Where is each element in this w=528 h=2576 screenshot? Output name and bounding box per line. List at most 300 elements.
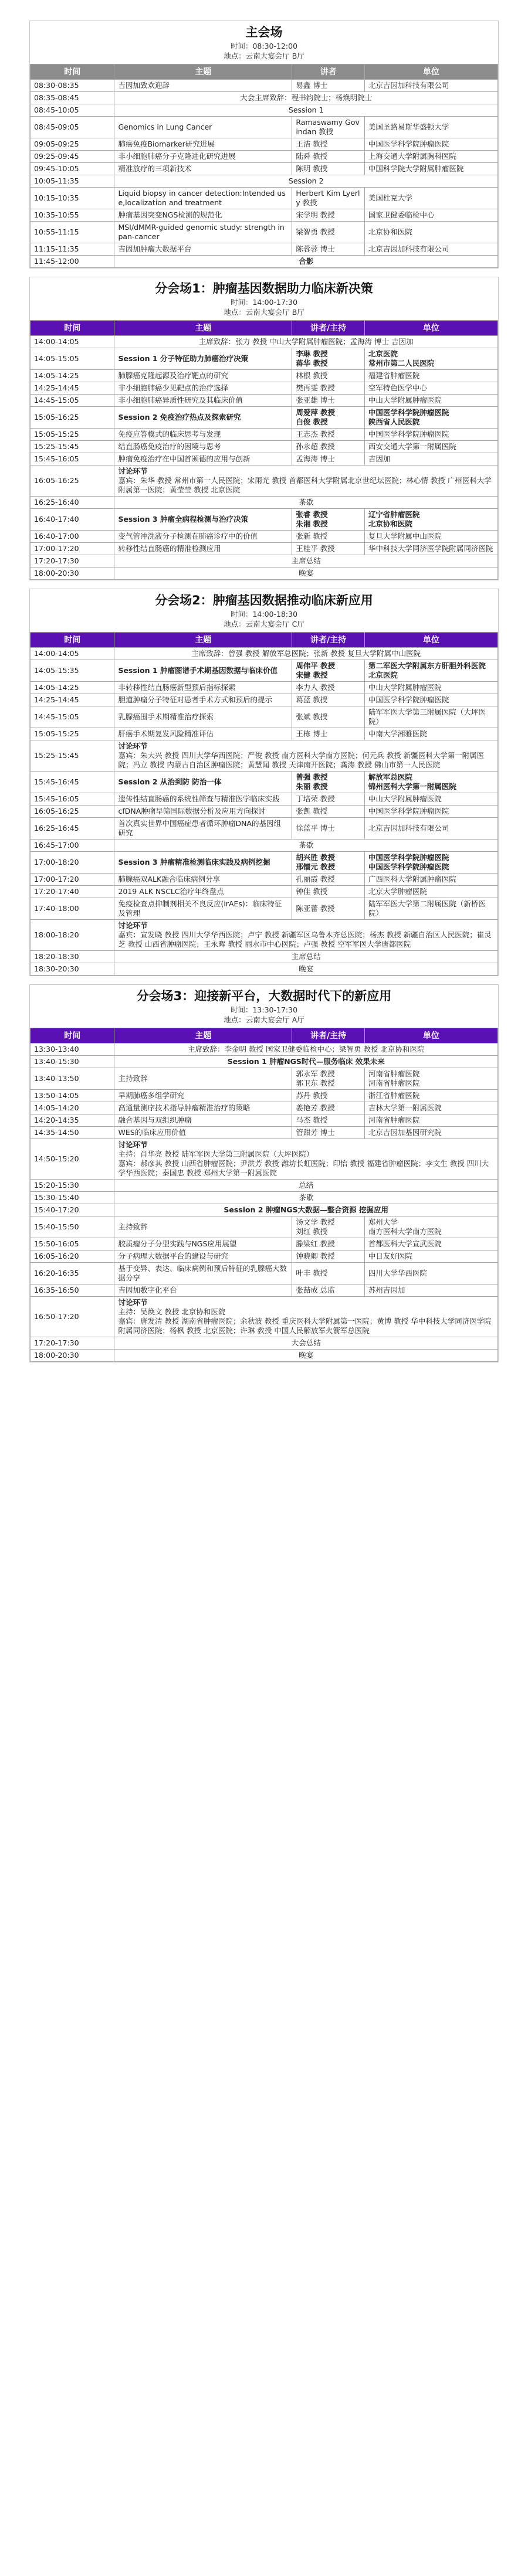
row-unit: 四川大学华西医院: [364, 1263, 497, 1284]
row-speaker: 张斌 教授: [292, 706, 365, 728]
agenda-row: [31, 772, 498, 793]
row-span-text: Session 2: [114, 175, 498, 188]
row-speaker: 叶丰 教授: [292, 1263, 365, 1284]
row-time: 14:05-14:20: [31, 1102, 114, 1114]
discussion-label: 讨论环节: [118, 742, 148, 750]
column-header: 讲者: [292, 64, 365, 80]
row-topic: 胶质瘤分子分型实践与NGS应用展望: [114, 1238, 292, 1250]
discussion-cell: [114, 740, 498, 772]
row-topic: 首次真实世界中国癌症患者循环肿瘤DNA的基因组研究: [114, 818, 292, 840]
row-unit: 吉因加: [364, 453, 497, 465]
row-time: 14:50-15:20: [31, 1139, 114, 1180]
agenda-table: [30, 1028, 498, 1362]
row-time: 13:40-13:50: [31, 1068, 114, 1090]
row-topic: 融合基因与双组织肿瘤: [114, 1114, 292, 1127]
agenda-row: [31, 509, 498, 531]
row-time: 14:35-14:50: [31, 1127, 114, 1139]
row-speaker: 王桂平 教授: [292, 543, 365, 555]
row-span-text: 大会主席致辞：程书钧院士；杨焕明院士: [114, 92, 498, 104]
row-speaker: 张喆成 总监: [292, 1284, 365, 1297]
row-speaker: 汤文学 教授 刘红 教授: [292, 1216, 365, 1238]
row-time: 17:20-17:40: [31, 886, 114, 898]
row-topic: MSI/dMMR-guided genomic study: strength in pan-cancer: [114, 222, 292, 243]
row-time: 13:30-13:40: [31, 1044, 114, 1056]
row-topic: 结直肠癌免疫治疗的困境与思考: [114, 441, 292, 453]
discussion-label: 讨论环节: [118, 921, 148, 930]
discussion-row: [31, 1139, 498, 1180]
agenda-row: [31, 1090, 498, 1102]
row-time: 16:05-16:20: [31, 1250, 114, 1263]
agenda-row: [31, 1216, 498, 1238]
row-time: 17:00-18:20: [31, 852, 114, 874]
row-speaker: 丁培荣 教授: [292, 793, 365, 806]
row-time: 14:00-14:05: [31, 648, 114, 660]
row-topic: Session 3 肿瘤精准检测临床实践及病例挖掘: [114, 852, 292, 874]
row-topic: WES的临床应用价值: [114, 1127, 292, 1139]
row-time: 15:40-15:50: [31, 1216, 114, 1238]
row-time: 09:05-09:25: [31, 138, 114, 151]
agenda-row: [31, 1284, 498, 1297]
agenda-row: [31, 1263, 498, 1284]
row-topic: 高通量测序技术指导肿瘤精准治疗的策略: [114, 1102, 292, 1114]
row-unit: 中国医学科学院肿瘤医院: [364, 429, 497, 441]
row-span-text: 总结: [114, 1180, 498, 1192]
agenda-row: [31, 793, 498, 806]
row-unit: 北京吉因加基因研究院: [364, 1127, 497, 1139]
row-unit: 中国科学院大学附属肿瘤医院: [364, 163, 497, 175]
row-topic: 肿瘤免疫治疗在中国首颁德的应用与创新: [114, 453, 292, 465]
row-time: 15:45-16:45: [31, 772, 114, 793]
column-header: 单位: [364, 64, 497, 80]
row-time: 16:40-17:00: [31, 531, 114, 543]
agenda-break-row: [31, 1204, 498, 1216]
agenda-break-row: [31, 1192, 498, 1204]
row-unit: 吉林大学第一附属医院: [364, 1102, 497, 1114]
agenda-row: [31, 382, 498, 395]
row-topic: 转移性结直肠癌的精准检测应用: [114, 543, 292, 555]
row-time: 11:15-11:35: [31, 243, 114, 256]
agenda-break-row: [31, 104, 498, 117]
row-speaker: 胡兴胜 教授 邢镨元 教授: [292, 852, 365, 874]
session-block: [29, 589, 499, 976]
row-topic: 吉因加肿瘤大数据平台: [114, 243, 292, 256]
row-unit: 河南省肿瘤医院 河南省肿瘤医院: [364, 1068, 497, 1090]
discussion-guests: 嘉宾：宣发晓 教授 四川大学华西医院；卢宁 教授 新疆军区乌鲁木齐总医院；杨杰 教授 新疆自治区人民医院；崔灵芝 教授 山西省肿瘤医院；王永晖 教授 丽水市中心医院；卢强 教授 空军军医大学唐都医院: [118, 930, 492, 949]
row-span-text: 晚宴: [114, 567, 498, 580]
agenda-break-row: [31, 963, 498, 976]
row-time: 14:05-15:05: [31, 348, 114, 370]
session-block: [29, 984, 499, 1362]
row-speaker: Ramaswamy Govindan 教授: [292, 117, 365, 138]
agenda-break-row: [31, 175, 498, 188]
agenda-row: [31, 348, 498, 370]
agenda-row: [31, 117, 498, 138]
row-unit: 北京大学肿瘤医院: [364, 886, 497, 898]
agenda-row: [31, 1102, 498, 1114]
column-header: 主题: [114, 633, 292, 648]
session-block: [29, 277, 499, 580]
agenda-row: [31, 898, 498, 920]
agenda-row: [31, 1114, 498, 1127]
discussion-row: [31, 465, 498, 497]
discussion-guests: 嘉宾：朱华 教授 常州市第一人民医院；宋雨光 教授 首都医科大学附属北京世纪坛医院；林心情 教授 广州医科大学附属第一医院；黄莹莹 教授 北京医院: [118, 476, 492, 494]
discussion-guests: 主持：肖华亮 教授 陆军军医大学第三附属医院（大坪医院） 嘉宾：郝彦其 教授 山西省肿瘤医院；尹洪芳 教授 潍坊长虹医院；印怡 教授 福建省肿瘤医院；李文生 教授 四川大学华西医院；秦国忠 教授 郑州大学第一附属医院: [118, 1150, 489, 1177]
agenda-row: [31, 543, 498, 555]
column-header: 时间: [31, 1028, 114, 1044]
agenda-break-row: [31, 1180, 498, 1192]
agenda-break-row: [31, 567, 498, 580]
row-speaker: 钟晓卿 教授: [292, 1250, 365, 1263]
row-topic: 早期肺癌多组学研究: [114, 1090, 292, 1102]
row-time: 11:45-12:00: [31, 256, 114, 268]
column-header: 讲者/主持: [292, 1028, 365, 1044]
row-span-text: 茶歇: [114, 1192, 498, 1204]
row-topic: 吉因加数字化平台: [114, 1284, 292, 1297]
row-time: 13:50-14:05: [31, 1090, 114, 1102]
row-topic: 非转移性结直肠癌新型预后指标探索: [114, 682, 292, 694]
row-unit: 浙江省肿瘤医院: [364, 1090, 497, 1102]
row-unit: 辽宁省肿瘤医院 北京协和医院: [364, 509, 497, 531]
row-unit: 中山大学附属肿瘤医院: [364, 682, 497, 694]
row-time: 14:25-14:45: [31, 694, 114, 706]
agenda-break-row: [31, 951, 498, 963]
agenda-row: [31, 1238, 498, 1250]
row-speaker: 王栋 博士: [292, 728, 365, 740]
row-span-text: 主席致辞：张力 教授 中山大学附属肿瘤医院；孟海涛 博士 吉因加: [114, 336, 498, 348]
row-unit: 中南大学湘雅医院: [364, 728, 497, 740]
row-speaker: 郭永军 教授 郭卫东 教授: [292, 1068, 365, 1090]
table-header-row: [31, 633, 498, 648]
agenda-row: [31, 370, 498, 382]
column-header: 讲者/主持: [292, 633, 365, 648]
discussion-label: 讨论环节: [118, 467, 148, 475]
agenda-row: [31, 682, 498, 694]
agenda-break-row: [31, 840, 498, 852]
row-speaker: 滕梁红 教授: [292, 1238, 365, 1250]
agenda-row: [31, 874, 498, 886]
row-span-text: 主席总结: [114, 555, 498, 567]
row-time: 14:45-15:05: [31, 706, 114, 728]
agenda-row: [31, 80, 498, 92]
row-unit: 中国医学科学院肿瘤医院 中国医学科学院肿瘤医院: [364, 852, 497, 874]
row-topic: 基于变异、表达、临床病例和预后特征的乳腺癌大数据分享: [114, 1263, 292, 1284]
agenda-row: [31, 806, 498, 818]
row-time: 18:00-18:20: [31, 920, 114, 951]
row-unit: 苏州吉因加: [364, 1284, 497, 1297]
row-unit: 美国圣路易斯华盛顿大学: [364, 117, 497, 138]
row-topic: Liquid biopsy in cancer detection:Intended use,localization and treatment: [114, 188, 292, 209]
agenda-row: [31, 886, 498, 898]
row-time: 15:50-16:05: [31, 1238, 114, 1250]
table-header-row: [31, 1028, 498, 1044]
agenda-row: [31, 441, 498, 453]
row-speaker: 姜艳芳 教授: [292, 1102, 365, 1114]
row-span-text: Session 1 肿瘤NGS时代—服务临床 效果未来: [114, 1056, 498, 1068]
row-speaker: 曾强 教授 朱丽 教授: [292, 772, 365, 793]
row-topic: 乳腺癌围手术期精准治疗探索: [114, 706, 292, 728]
session-header: [30, 21, 498, 64]
row-time: 18:00-20:30: [31, 567, 114, 580]
agenda-row: [31, 852, 498, 874]
row-topic: Session 3 肿瘤全病程检测与治疗决策: [114, 509, 292, 531]
agenda-break-row: [31, 555, 498, 567]
agenda-row: [31, 429, 498, 441]
row-time: 08:35-08:45: [31, 92, 114, 104]
column-header: 主题: [114, 1028, 292, 1044]
row-unit: 中日友好医院: [364, 1250, 497, 1263]
row-time: 16:25-16:45: [31, 818, 114, 840]
row-unit: 陆军军医大学第二附属医院（新桥医院）: [364, 898, 497, 920]
table-header-row: [31, 321, 498, 336]
row-span-text: Session 2 肿瘤NGS大数据—整合资源 挖掘应用: [114, 1204, 498, 1216]
row-topic: cfDNA肿瘤早筛国际数据分析及应用方向探讨: [114, 806, 292, 818]
table-header-row: [31, 64, 498, 80]
row-speaker: 梁智勇 教授: [292, 222, 365, 243]
row-topic: 变气管冲洗液分子检测在肺癌诊疗中的价值: [114, 531, 292, 543]
row-topic: 主持致辞: [114, 1216, 292, 1238]
column-header: 时间: [31, 64, 114, 80]
agenda-break-row: [31, 1044, 498, 1056]
agenda-row: [31, 138, 498, 151]
row-unit: 广西医科大学附属肿瘤医院: [364, 874, 497, 886]
row-time: 15:25-15:45: [31, 441, 114, 453]
discussion-guests: 主持：吴焕文 教授 北京协和医院 嘉宾：唐发清 教授 湖南省肿瘤医院；余秋波 教授 重庆医科大学附属第一医院；黄博 教授 华中科技大学同济医学院附属同济医院；杨枫 教授 北京医院；许琳 教授 中国人民解放军火箭军总医院: [118, 1307, 492, 1335]
row-span-text: 晚宴: [114, 1350, 498, 1362]
session-time: 时间：08:30-12:00: [230, 42, 298, 50]
row-topic: 肺腺癌双ALK融合临床病例分享: [114, 874, 292, 886]
agenda-row: [31, 209, 498, 222]
row-speaker: 王志杰 教授: [292, 429, 365, 441]
row-topic: Session 1 肿瘤图谱手术期基因数据与临床价值: [114, 660, 292, 682]
row-speaker: 易鑫 博士: [292, 80, 365, 92]
session-location: 地点：云南大宴会厅 C厅: [224, 620, 304, 628]
row-speaker: 孔丽霞 教授: [292, 874, 365, 886]
row-time: 15:05-15:25: [31, 429, 114, 441]
session-header: [30, 589, 498, 632]
agenda-row: [31, 818, 498, 840]
row-unit: 复旦大学附属中山医院: [364, 531, 497, 543]
row-unit: 郑州大学 南方医科大学南方医院: [364, 1216, 497, 1238]
row-speaker: 陆舜 教授: [292, 151, 365, 163]
row-topic: 胆道肿瘤分子特征对患者手术方式和预后的提示: [114, 694, 292, 706]
agenda-row: [31, 453, 498, 465]
agenda-row: [31, 163, 498, 175]
row-topic: 非小细胞肺癌异质性研究及其临床价值: [114, 395, 292, 407]
row-speaker: 孙永超 教授: [292, 441, 365, 453]
row-span-text: 晚宴: [114, 963, 498, 976]
row-unit: 北京医院 常州市第二人民医院: [364, 348, 497, 370]
row-speaker: 樊再雯 教授: [292, 382, 365, 395]
row-topic: Session 2 免疫治疗热点及探索研究: [114, 407, 292, 429]
row-time: 14:25-14:45: [31, 382, 114, 395]
row-speaker: 王洁 教授: [292, 138, 365, 151]
row-speaker: 宋学明 教授: [292, 209, 365, 222]
agenda-row: [31, 728, 498, 740]
column-header: 讲者/主持: [292, 321, 365, 336]
row-unit: 中国医学科学院肿瘤医院 陕西省人民医院: [364, 407, 497, 429]
row-unit: 美国杜克大学: [364, 188, 497, 209]
row-unit: 空军特色医学中心: [364, 382, 497, 395]
agenda-row: [31, 1127, 498, 1139]
row-time: 16:35-16:50: [31, 1284, 114, 1297]
session-location: 地点：云南大宴会厅 A厅: [224, 1015, 304, 1024]
session-time: 时间：14:00-18:30: [230, 610, 298, 618]
row-topic: 分子病理大数据平台的建设与研究: [114, 1250, 292, 1263]
agenda-row: [31, 531, 498, 543]
agenda-row: [31, 188, 498, 209]
row-time: 15:30-15:40: [31, 1192, 114, 1204]
row-time: 15:45-16:05: [31, 453, 114, 465]
row-span-text: Session 1: [114, 104, 498, 117]
row-unit: 第二军医大学附属东方肝胆外科医院 北京医院: [364, 660, 497, 682]
row-time: 17:40-18:00: [31, 898, 114, 920]
row-time: 16:25-16:40: [31, 497, 114, 509]
row-topic: 肝癌手术期复发风险精准评估: [114, 728, 292, 740]
row-topic: 非小细胞肺癌少见靶点的治疗选择: [114, 382, 292, 395]
row-time: 15:20-15:30: [31, 1180, 114, 1192]
row-speaker: 陈亚蕾 教授: [292, 898, 365, 920]
agenda-break-row: [31, 336, 498, 348]
agenda-table: [30, 320, 498, 580]
row-topic: Session 2 从治到防 防治一体: [114, 772, 292, 793]
agenda-row: [31, 660, 498, 682]
row-speaker: 马杰 教授: [292, 1114, 365, 1127]
row-speaker: 钟佳 教授: [292, 886, 365, 898]
discussion-row: [31, 1297, 498, 1337]
row-unit: 首都医科大学宣武医院: [364, 1238, 497, 1250]
row-speaker: 葛蓝 教授: [292, 694, 365, 706]
column-header: 时间: [31, 321, 114, 336]
row-time: 15:05-16:25: [31, 407, 114, 429]
row-time: 09:25-09:45: [31, 151, 114, 163]
session-header: [30, 985, 498, 1028]
row-speaker: 李琳 教授 蒋华 教授: [292, 348, 365, 370]
column-header: 单位: [364, 321, 497, 336]
row-time: 14:20-14:35: [31, 1114, 114, 1127]
row-unit: 中国医学科学院肿瘤医院: [364, 694, 497, 706]
session-time: 时间：13:30-17:30: [230, 1005, 298, 1014]
row-unit: 北京协和医院: [364, 222, 497, 243]
agenda-row: [31, 243, 498, 256]
agenda-row: [31, 222, 498, 243]
discussion-cell: [114, 1297, 498, 1337]
row-unit: 陆军军医大学第三附属医院（大坪医院）: [364, 706, 497, 728]
row-time: 09:45-10:05: [31, 163, 114, 175]
row-time: 15:25-15:45: [31, 740, 114, 772]
row-unit: 中国医学科学院肿瘤医院: [364, 138, 497, 151]
row-time: 14:05-14:25: [31, 682, 114, 694]
row-time: 17:20-17:30: [31, 555, 114, 567]
row-topic: 免疫应答模式的临床思考与发现: [114, 429, 292, 441]
row-time: 14:00-14:05: [31, 336, 114, 348]
row-time: 15:45-16:05: [31, 793, 114, 806]
row-topic: Genomics in Lung Cancer: [114, 117, 292, 138]
row-speaker: 孟海涛 博士: [292, 453, 365, 465]
column-header: 主题: [114, 321, 292, 336]
row-topic: 免疫检查点抑制剂相关不良反应(irAEs)：临床特征及管理: [114, 898, 292, 920]
row-speaker: 李力人 教授: [292, 682, 365, 694]
row-speaker: 周伟平 教授 宋健 教授: [292, 660, 365, 682]
discussion-row: [31, 740, 498, 772]
row-time: 16:50-17:20: [31, 1297, 114, 1337]
agenda-row: [31, 706, 498, 728]
discussion-label: 讨论环节: [118, 1140, 148, 1149]
row-speaker: 陈明 教授: [292, 163, 365, 175]
row-unit: 华中科技大学同济医学院附属同济医院: [364, 543, 497, 555]
session-block: [29, 21, 499, 269]
discussion-label: 讨论环节: [118, 1298, 148, 1307]
agenda-break-row: [31, 648, 498, 660]
agenda-break-row: [31, 1056, 498, 1068]
row-unit: 北京吉因加科技有限公司: [364, 80, 497, 92]
column-header: 主题: [114, 64, 292, 80]
row-speaker: 徐蓝平 博士: [292, 818, 365, 840]
session-header: [30, 277, 498, 320]
session-location: 地点：云南大宴会厅 B厅: [224, 308, 304, 317]
session-title: 分会场1：肿瘤基因数据助力临床新决策: [155, 281, 373, 295]
row-topic: 非小细胞肺癌分子克隆进化研究进展: [114, 151, 292, 163]
row-unit: 国家卫健委临检中心: [364, 209, 497, 222]
column-header: 单位: [364, 1028, 497, 1044]
session-time: 时间：14:00-17:30: [230, 298, 298, 307]
row-topic: 主持致辞: [114, 1068, 292, 1090]
session-title: 主会场: [245, 25, 283, 39]
row-span-text: 茶歇: [114, 840, 498, 852]
row-time: 10:15-10:35: [31, 188, 114, 209]
session-title: 分会场3：迎接新平台，大数据时代下的新应用: [136, 989, 392, 1003]
row-time: 14:45-15:05: [31, 395, 114, 407]
row-unit: 河南省肿瘤医院: [364, 1114, 497, 1127]
row-time: 16:05-16:25: [31, 806, 114, 818]
discussion-cell: [114, 1139, 498, 1180]
row-speaker: 周爱萍 教授 白俊 教授: [292, 407, 365, 429]
row-time: 10:55-11:15: [31, 222, 114, 243]
row-unit: 北京吉因加科技有限公司: [364, 818, 497, 840]
row-unit: 北京吉因加科技有限公司: [364, 243, 497, 256]
row-unit: 福建省肿瘤医院: [364, 370, 497, 382]
agenda-break-row: [31, 92, 498, 104]
discussion-cell: [114, 920, 498, 951]
agenda-table: [30, 632, 498, 976]
row-topic: 肺腺癌克隆起源及治疗靶点的研究: [114, 370, 292, 382]
row-unit: 解放军总医院 锦州医科大学第一附属医院: [364, 772, 497, 793]
row-span-text: 合影: [114, 256, 498, 268]
row-unit: 中山大学附属肿瘤医院: [364, 395, 497, 407]
row-time: 16:45-17:00: [31, 840, 114, 852]
agenda-break-row: [31, 1337, 498, 1350]
row-topic: 吉因加致欢迎辞: [114, 80, 292, 92]
column-header: 单位: [364, 633, 497, 648]
row-speaker: 张亚雄 博士: [292, 395, 365, 407]
row-time: 13:40-15:30: [31, 1056, 114, 1068]
agenda-break-row: [31, 1350, 498, 1362]
row-time: 08:45-09:05: [31, 117, 114, 138]
agenda-break-row: [31, 497, 498, 509]
session-title: 分会场2：肿瘤基因数据推动临床新应用: [155, 593, 373, 607]
discussion-row: [31, 920, 498, 951]
row-speaker: 苏丹 教授: [292, 1090, 365, 1102]
row-time: 14:05-14:25: [31, 370, 114, 382]
row-unit: 中国医学科学院肿瘤医院: [364, 806, 497, 818]
row-span-text: 大会总结: [114, 1337, 498, 1350]
row-time: 18:00-20:30: [31, 1350, 114, 1362]
agenda-row: [31, 1068, 498, 1090]
row-topic: 精准放疗的三项新技术: [114, 163, 292, 175]
row-time: 16:05-16:25: [31, 465, 114, 497]
row-time: 14:05-15:35: [31, 660, 114, 682]
row-topic: Session 1 分子特征助力肺癌治疗决策: [114, 348, 292, 370]
row-topic: 2019 ALK NSCLC治疗年终盘点: [114, 886, 292, 898]
